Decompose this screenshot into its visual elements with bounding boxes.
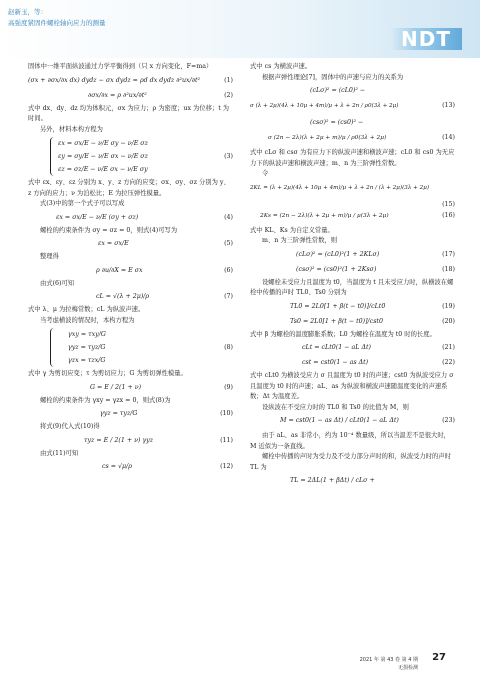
equation-11: τyz = E / 2(1 + ν) γyz (11) [84, 436, 233, 444]
equation-21: cLt = cLt0(1 − aL Δt) (21) [302, 344, 455, 351]
paragraph: 式中 εx、εy、εz 分别为 x、y、z 方向的应变；σx、σy、σz 分别为 y、z 方向的应力；ν 为泊松比；E 为拉压弹性模量。 [28, 179, 230, 197]
paragraph: 式中 γ 为剪切应变；τ 为剪切应力；G 为剪切弹性模量。 [28, 370, 187, 377]
equation-18: (csσ)² = (cs0)²(1 + 2Ksσ) (18) [296, 265, 455, 273]
equation-23: M = cst0(1 − as Δt) / cLt0(1 − aL Δt) (23) [280, 417, 455, 424]
equation-7: cL = √(λ + 2μ)/ρ (7) [96, 293, 233, 300]
equation-15-number: (15) [442, 200, 455, 208]
page-number: 27 [432, 652, 446, 663]
paragraph: 设纵波在不受应力时的 TL0 和 Ts0 的比值为 M，则 [262, 403, 409, 411]
paragraph: 当考虑横波的情况时，本构方程为 [40, 316, 135, 324]
header-title: 高强度紧固件螺栓轴向应力的测量 [8, 19, 106, 27]
paragraph: 固体中一维平面纵波通过力学平衡得到（只 x 方向变化，F=ma） [28, 63, 213, 70]
paragraph: 式中 λ、μ 为拉梅常数；cL 为纵波声速。 [28, 306, 145, 313]
equation-19: TL0 = 2L0[1 + β(t − t0)]/cLt0 (19) [290, 302, 455, 310]
equation-24: TL = 2ΔL(1 + βΔt) / cLσ + [290, 477, 375, 484]
equation-5: εx = σx/E (5) [98, 240, 233, 247]
equation-9: G = E / 2(1 + ν) (9) [90, 383, 233, 391]
equation-13b: σ (λ + 2μ)(4λ + 10μ + 4m)/μ + λ + 2n / ρ0(3λ + 2μ) (13) [250, 102, 455, 109]
paragraph: 根据声弹性理论[7]，固体中的声速与应力的关系为 [262, 73, 404, 81]
equation-15: 2KL = (λ + 2μ)(4λ + 10μ + 4m)/μ + λ + 2n / (λ + 2μ)(3λ + 2μ) [250, 184, 430, 191]
paragraph: 由式(6)可知 [40, 279, 75, 287]
paragraph: 由于 aL、as 非常小，约为 10⁻⁴ 数量级，所以当温差不是很大时，M 近似为一条直线。 [250, 432, 450, 450]
paragraph: 式中 dx、dy、dz 均为体积元，σx 为应力；ρ 为密度；ux 为位移；t 为时间。 [28, 104, 230, 122]
equation-20: Ts0 = 2L0[1 + β(t − t0)]/cst0 (20) [290, 317, 455, 325]
equation-10: γyz = τyz/G (10) [100, 410, 233, 417]
equation-2: ∂σx/∂x = ρ ∂²ux/∂t² (2) [88, 91, 233, 99]
equation-8: γxy = τxy/G γyz = τyz/G γzx = τzx/G (8) [28, 328, 233, 367]
paragraph: 式中 β 为螺栓的温度膨胀系数；L0 为螺栓在温度为 t0 时的长度。 [250, 330, 436, 338]
equation-22: cst = cst0(1 − as Δt) (22) [302, 359, 455, 366]
left-column [28, 62, 233, 475]
paragraph: 另外，材料本构方程为 [40, 125, 103, 133]
paragraph: 整理得 [40, 253, 59, 260]
journal-logo: NDT [390, 28, 462, 50]
paragraph: 设螺栓未受应力且温度为 t0，当温度为 t 且未受应力时，纵横波在螺栓中传播的声时 TL0、Ts0 分别为 [250, 278, 454, 296]
paragraph: 式(3)中的第一个式子可以写成 [40, 200, 125, 207]
paragraph: 螺栓中传播的声时为受力及不受力部分声时的和，纵波受力时的声时 TL 为 [250, 453, 451, 471]
equation-12: cs = √μ/ρ (12) [102, 463, 233, 470]
page-header [0, 0, 480, 58]
paragraph: 将式(9)代入式(10)得 [40, 423, 100, 430]
paragraph: 令 [262, 170, 269, 177]
paragraph: 式中 cLσ 和 csσ 为有应力下的纵波声速和横波声速；cL0 和 cs0 为无应力下的纵波声速和横波声速；m、n 为三阶弹性常数。 [250, 149, 455, 167]
equation-17: (cLσ)² = (cL0)²(1 + 2KLσ) (17) [296, 250, 455, 258]
equation-6: ρ ∂u/∂X = E σx (6) [96, 266, 233, 274]
equation-3: εx = σx/E − ν/E σy − ν/E σz εy = σy/E − ν/E σx − ν/E σz εz = σz/E − ν/E σx − ν/E σy (3) [28, 137, 233, 176]
equation-1: (σx + ∂σx/∂x dx) dydz − σx dydz = ρd dx dydz ∂²ux/∂t² (1) [28, 76, 233, 84]
paragraph: 式中 cLt0 为横波受应力 σ 且温度为 t0 时的声速；cst0 为纵波受应力 σ 且温度为 t0 时的声速；aL、as 为纵波和横波声速随温度变化的声速系数；Δt 为温度差。 [250, 372, 454, 400]
equation-13a: (cLσ)² = (cL0)² − [310, 87, 366, 94]
paragraph: 式中 KL、Ks 为自定义常量。 [250, 226, 334, 234]
equation-14b: σ (2n − 2λ)(λ + 2μ + m)/μ / ρ0(3λ + 2μ) (14) [268, 134, 455, 141]
paragraph: 式中 cs 为横波声速。 [250, 63, 312, 70]
equation-4: εx = σx/E − ν/E (σy + σz) (4) [56, 213, 233, 221]
equation-14a: (csσ)² = (cs0)² − [310, 119, 364, 126]
right-column [250, 62, 455, 491]
paragraph: 由式(11)可知 [40, 449, 79, 457]
paragraph: 螺栓的约束条件为 σy = σz = 0，则式(4)可写为 [40, 226, 178, 234]
journal-footer: 2021 年 第 43 卷 第 4 期 无损检测 [359, 657, 418, 671]
paragraph: 螺栓的约束条件为 γxy = γzx = 0，则式(8)为 [40, 396, 171, 404]
header-authors: 赵新玉，等： [8, 8, 47, 16]
equation-16: 2Ks = (2n − 2λ)(λ + 2μ + m)/μ / μ(3λ + 2μ) (16) [260, 211, 455, 219]
paragraph: m、n 为三阶弹性常数，则 [262, 237, 337, 244]
